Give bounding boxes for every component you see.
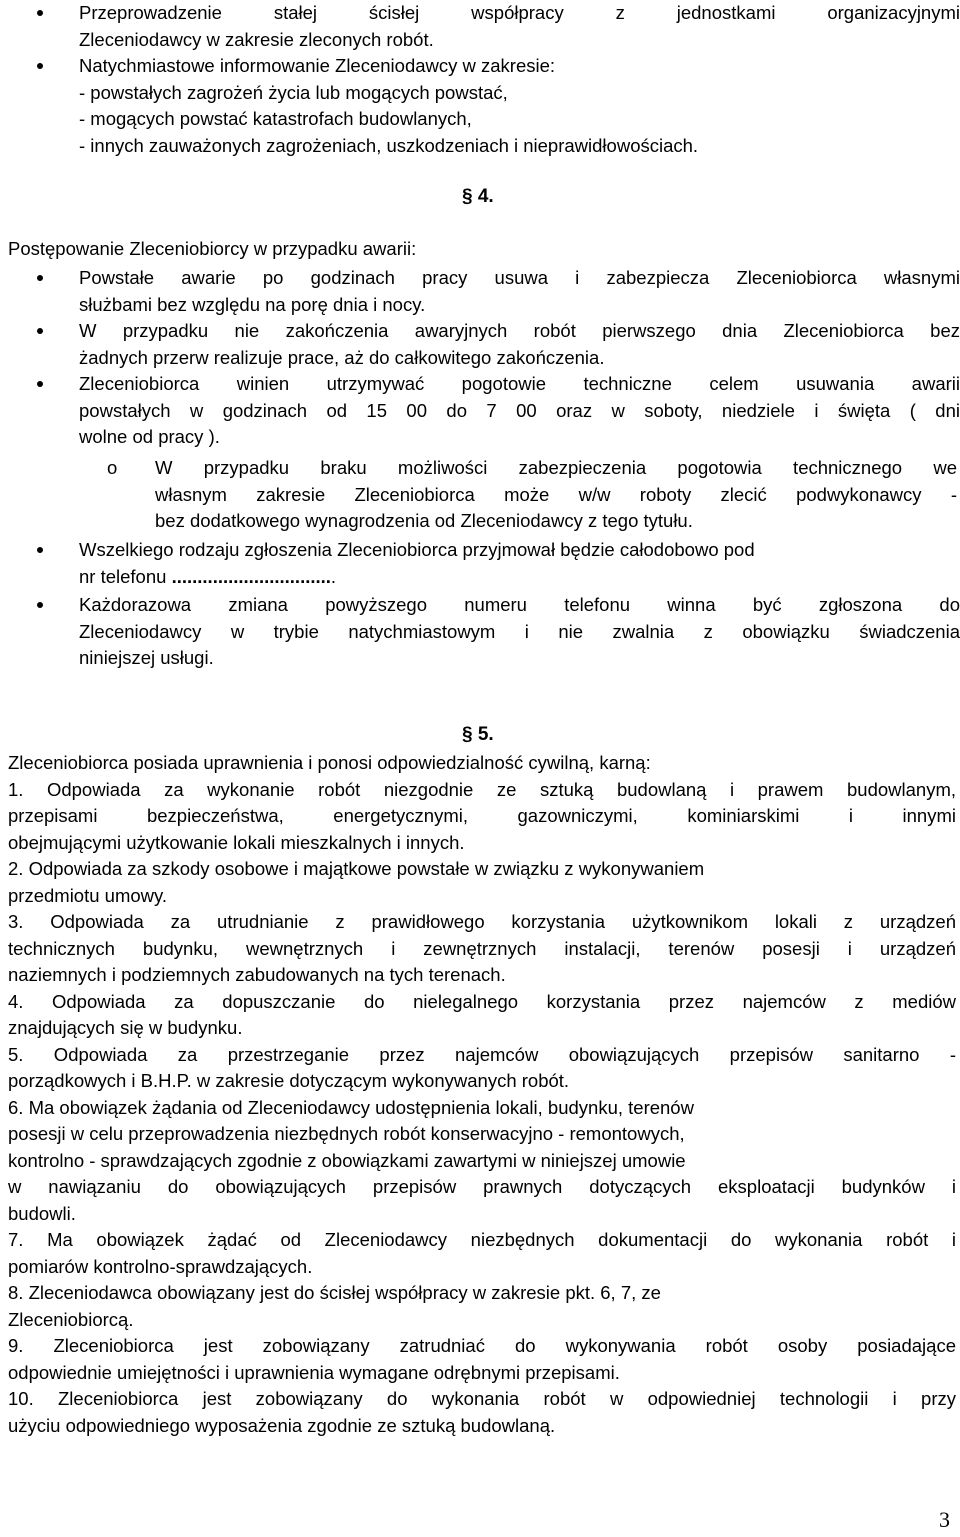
line: 7. Ma obowiązek żądać od Zleceniodawcy niezbędnych dokumentacji do wykonania robót i [8, 1229, 956, 1250]
line: Zleceniodawcy w trybie natychmiastowym i nie zwalnia z obowiązku świadczenia [79, 620, 960, 642]
line: 2. Odpowiada za szkody osobowe i majątkowe powstałe w związku z wykonywaniem [8, 858, 705, 879]
line: odpowiednie umiejętności i uprawnienia wymagane odrębnymi przepisami. [8, 1361, 620, 1383]
list-item [0, 592, 960, 672]
line: W przypadku braku możliwości zabezpieczenia pogotowia technicznego we [155, 457, 957, 478]
section-sign-icon: § [462, 724, 473, 745]
list-item [0, 537, 960, 590]
line: Zleceniobiorcą. [8, 1308, 134, 1330]
section-4-heading: § 4. [462, 186, 494, 207]
line: Wszelkiego rodzaju zgłoszenia Zleceniobiorca przyjmował będzie całodobowo pod [79, 539, 755, 560]
line: 4. Odpowiada za dopuszczanie do nielegalnego korzystania przez najemców z mediów [8, 990, 956, 1012]
list-item [0, 265, 960, 318]
line: - innych zauważonych zagrożeniach, uszkodzeniach i nieprawidłowościach. [79, 134, 699, 156]
line: - mogących powstać katastrofach budowlanych, [79, 108, 472, 129]
line: kontrolno - sprawdzających zgodnie z obowiązkami zawartymi w niniejszej umowie [8, 1149, 686, 1171]
line: 6. Ma obowiązek żądania od Zleceniodawcy udostępnienia lokali, budynku, terenów [8, 1096, 694, 1118]
line: 10. Zleceniobiorca jest zobowiązany do wykonania robót w odpowiedniej technologii i przy [8, 1388, 956, 1409]
section-4-intro: Postępowanie Zleceniobiorcy w przypadku awarii: [8, 238, 417, 259]
line: Powstałe awarie po godzinach pracy usuwa i zabezpiecza Zleceniobiorca własnymi [79, 267, 960, 288]
line: 3. Odpowiada za utrudnianie z prawidłowego korzystania użytkownikom lokali z urządzeń [8, 911, 956, 932]
bullet-icon [37, 602, 43, 608]
bullet-icon [37, 381, 43, 387]
line: 5. Odpowiada za przestrzeganie przez najemców obowiązujących przepisów sanitarno - [8, 1043, 956, 1065]
line: nr telefonu ................................ [79, 565, 337, 587]
line: porządkowych i B.H.P. w zakresie dotyczącym wykonywanych robót. [8, 1070, 570, 1091]
section-5-heading: § 5. [462, 724, 494, 745]
list-item [0, 371, 960, 451]
line: Zleceniobiorca winien utrzymywać pogotowie techniczne celem usuwania awarii [79, 373, 960, 394]
line: W przypadku nie zakończenia awaryjnych robót pierwszego dnia Zleceniobiorca bez [79, 320, 960, 341]
line: przepisami bezpieczeństwa, energetycznymi, gazowniczymi, kominiarskimi i innymi [8, 805, 956, 826]
line: posesji w celu przeprowadzenia niezbędnych robót konserwacyjno - remontowych, [8, 1123, 685, 1144]
line: użyciu odpowiedniego wyposażenia zgodnie ze sztuką budowlaną. [8, 1414, 556, 1436]
line: Przeprowadzenie stałej ścisłej współpracy z jednostkami organizacyjnymi [79, 2, 960, 23]
line: - powstałych zagrożeń życia lub mogących powstać, [79, 81, 508, 103]
line: Zleceniodawcy w zakresie zleconych robót. [79, 28, 434, 50]
line: znajdujących się w budynku. [8, 1017, 243, 1038]
line: w nawiązaniu do obowiązujących przepisów prawnych dotyczących eksploatacji budynków i [8, 1176, 956, 1197]
list-item [0, 318, 960, 371]
line: powstałych w godzinach od 15 00 do 7 00 oraz w soboty, niedziele i święta ( dni [79, 399, 960, 421]
bullet-icon [37, 10, 43, 16]
line: bez dodatkowego wynagrodzenia od Zleceniodawcy z tego tytułu. [155, 510, 693, 531]
line: technicznych budynku, wewnętrznych i zewnętrznych instalacji, terenów posesji i urządzeń [8, 937, 956, 959]
line: 9. Zleceniobiorca jest zobowiązany zatrudniać do wykonywania robót osoby posiadające [8, 1335, 956, 1356]
section-5-body [8, 750, 956, 1439]
section-4-list [0, 265, 960, 451]
list-item [0, 0, 960, 53]
top-bullet-list [0, 0, 960, 159]
line: budowli. [8, 1202, 76, 1224]
section-4-list-continued [0, 537, 960, 672]
line: przedmiotu umowy. [8, 884, 168, 906]
line: 1. Odpowiada za wykonanie robót niezgodnie ze sztuką budowlaną i prawem budowlanym, [8, 778, 956, 800]
bullet-icon [37, 275, 43, 281]
line: własnym zakresie Zleceniobiorca może w/w roboty zlecić podwykonawcy - [155, 483, 957, 505]
line: żadnych przerw realizuje prace, aż do całkowitego zakończenia. [79, 346, 605, 368]
line: pomiarów kontrolno-sprawdzających. [8, 1255, 313, 1277]
list-item [0, 53, 960, 159]
section-5-intro: Zleceniobiorca posiada uprawnienia i ponosi odpowiedzialność cywilną, karną: [8, 752, 651, 773]
bullet-icon [37, 328, 43, 334]
line: wolne od pracy ). [79, 426, 220, 447]
bullet-icon [37, 547, 43, 553]
line: 8. Zleceniodawca obowiązany jest do ścisłej współpracy w zakresie pkt. 6, 7, ze [8, 1282, 661, 1303]
section-sign-icon: § [462, 186, 473, 207]
page-number: 3 [939, 1507, 950, 1532]
line: obejmującymi użytkowanie lokali mieszkalnych i innych. [8, 831, 465, 853]
line: naziemnych i podziemnych zabudowanych na tych terenach. [8, 964, 506, 985]
bullet-icon [37, 63, 43, 69]
circle-bullet-icon: o [107, 457, 118, 478]
line: służbami bez względu na porę dnia i nocy. [79, 293, 426, 315]
line: Każdorazowa zmiana powyższego numeru telefonu winna być zgłoszona do [79, 594, 960, 615]
line: Natychmiastowe informowanie Zleceniodawcy w zakresie: [79, 55, 556, 76]
line: niniejszej usługi. [79, 647, 214, 668]
